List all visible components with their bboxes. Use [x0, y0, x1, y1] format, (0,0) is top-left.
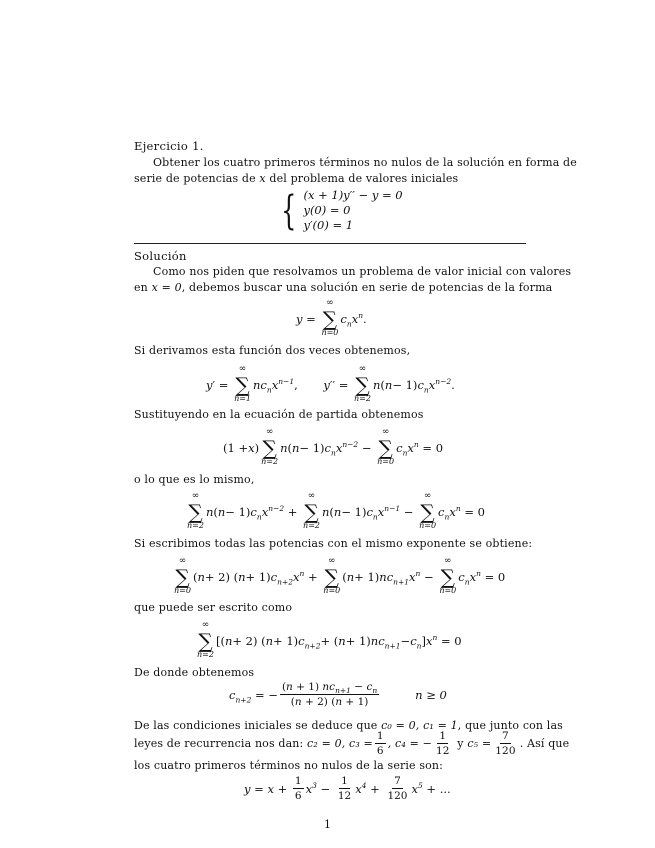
summation-symbol: ∞ ∑ n=2	[303, 491, 320, 530]
series-ansatz-equation: y = ∞ ∑ n=0 $c_nx^n$ .	[296, 298, 367, 337]
solution-paragraph-1-line1: Como nos piden que resolvamos un problema de valor inicial con valores	[153, 265, 572, 278]
solution-paragraph-7: De donde obtenemos	[134, 666, 255, 679]
final-series-equation: y = x + $\frac{1}{6}$ $x^3$ − $\frac{1}{12}$ $x^4$ + $\frac{7}{120}$ $x^5$ + ...	[244, 775, 451, 803]
summation-symbol: ∞ ∑ n=1	[234, 364, 252, 403]
recurrence-equation: $c_{n+2}$ = − $\frac{(n + 1) nc_{n+1} - c_n}{(n + 2) (n + 1)}$ n ≥ 0	[229, 681, 447, 709]
solution-paragraph-5: Si escribimos todas las potencias con el mismo exponente se obtiene:	[134, 537, 533, 550]
summation-symbol: ∞ ∑ n=0	[439, 556, 457, 595]
solution-paragraph-1-line2: en x = 0, debemos buscar una solución en serie de potencias de la forma	[134, 281, 553, 294]
exercise-statement-line1: Obtener los cuatro primeros términos no nulos de la solución en forma de	[153, 156, 577, 169]
summation-symbol: ∞ ∑ n=0	[174, 556, 191, 595]
solution-paragraph-6: que puede ser escrito como	[134, 601, 293, 614]
recurrence-condition: n ≥ 0	[415, 687, 447, 702]
derivatives-equation: y ′ = ∞ ∑ n=1 $nc_nx^{n-1}$ , y ′′ = ∞ ∑ n=2 n ( n − 1) $c_nx^{n-2}$ .	[206, 364, 455, 403]
solution-paragraph-2: Si derivamos esta función dos veces obtenemos,	[134, 344, 411, 357]
solution-paragraph-3: Sustituyendo en la ecuación de partida obtenemos	[134, 408, 424, 421]
combined-equation: ∞ ∑ n=2 [( n + 2) ( n + 1) $c_{n+2}$ + ( n + 1) $nc_{n+1}$ − $c_n$ ] $x^n$ = 0	[197, 620, 462, 659]
page-number: 1	[324, 818, 332, 831]
summation-symbol: ∞ ∑ n=2	[197, 620, 214, 659]
section-divider	[134, 243, 526, 244]
summation-symbol: ∞ ∑ n=2	[187, 491, 204, 530]
solution-paragraph-8-line2: leyes de recurrencia nos dan: c₂ = 0, c₃ = $\frac{1}{6}$ , c₄ = − $\frac{1}{12}$ y c₅ = $\frac{7}{120}$ . Así que	[134, 730, 570, 758]
expanded-equation: ∞ ∑ n=2 n ( n − 1) $c_nx^{n-2}$ + ∞ ∑ n=2 n ( n − 1) $c_nx^{n-1}$ − ∞ ∑ n=0 $c_nx^n$ = 0	[187, 491, 485, 530]
summation-symbol: ∞ ∑ n=0	[323, 556, 341, 595]
solution-paragraph-4: o lo que es lo mismo,	[134, 473, 255, 486]
substitution-equation: (1 + x ) ∞ ∑ n=2 n ( n − 1) $c_nx^{n-2}$ − ∞ ∑ n=0 $c_nx^n$ = 0	[223, 427, 444, 466]
summation-symbol: ∞ ∑ n=0	[377, 427, 395, 466]
solution-paragraph-8-line3: los cuatro primeros términos no nulos de la serie son:	[134, 759, 444, 772]
brace-symbol: {	[281, 187, 297, 234]
summation-symbol: ∞ ∑ n=2	[261, 427, 279, 466]
exercise-title: Ejercicio 1.	[134, 139, 204, 153]
summation-symbol: ∞ ∑ n=0	[419, 491, 437, 530]
system-equation-2: y(0) = 0	[303, 203, 351, 217]
summation-symbol: ∞ ∑ n=2	[354, 364, 371, 403]
initial-value-system	[276, 188, 403, 233]
system-equation-3: y′(0) = 1	[303, 218, 354, 232]
same-exponent-equation: ∞ ∑ n=0 ( n + 2) ( n + 1) $c_{n+2}x^n$ + ∞ ∑ n=0 ( n + 1) $nc_{n+1}x^n$ − ∞ ∑ n=0 $c_nx^n$ = 0	[174, 556, 506, 595]
solution-title: Solución	[134, 249, 187, 263]
recurrence-fraction: $\frac{(n + 1) nc_{n+1} - c_n}{(n + 2) (n + 1)}$	[281, 681, 378, 709]
solution-paragraph-8-line1: De las condiciones iniciales se deduce que c₀ = 0, c₁ = 1, que junto con las	[134, 719, 563, 732]
system-equation-1: (x + 1)y′′ − y = 0	[303, 188, 403, 202]
summation-symbol: ∞ ∑ n=0	[321, 298, 339, 337]
exercise-statement-line2: serie de potencias de x del problema de valores iniciales	[134, 172, 459, 185]
